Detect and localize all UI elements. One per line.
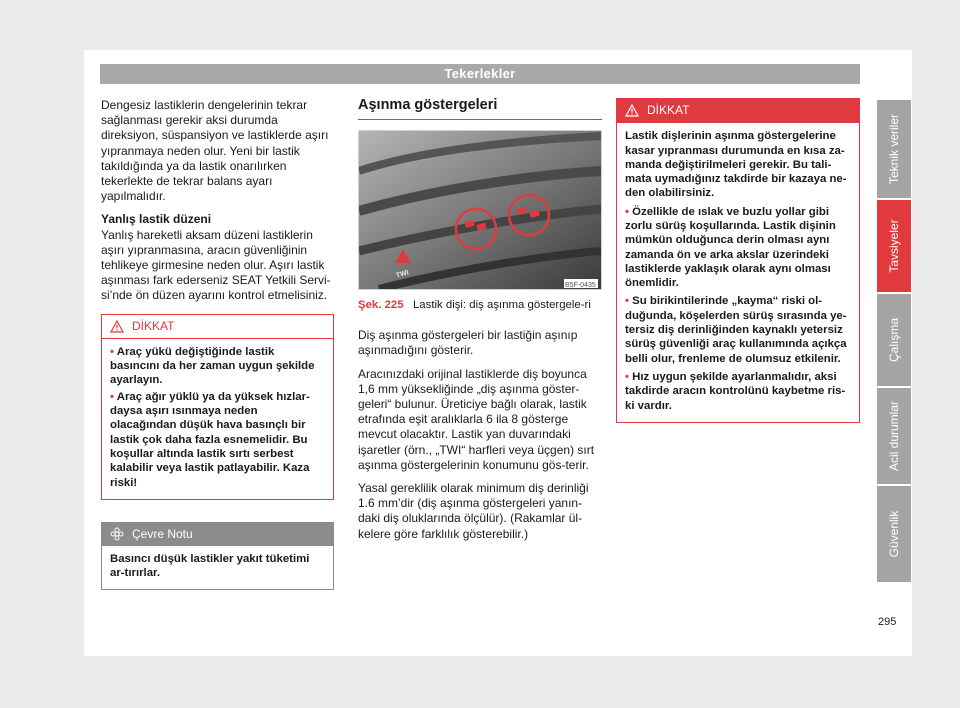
figure-caption-text: Lastik dişi: diş aşınma göstergele-ri — [412, 299, 591, 312]
body-paragraph: Yanlış hareketli aksam düzeni lastiklerin aşırı yıpranmasına, aracın güvenliğinin tehlikeye girmesine neden olur. Aşırı lastik aşınması fark ederseniz SEAT Yetkili Servi-si’nde ön düzen ayarını kontrol etmelisiniz. — [101, 227, 331, 303]
warning-header — [617, 99, 859, 123]
paragraph-2: Aracınızdaki orijinal lastiklerde diş boyunca 1,6 mm yüksekliğinde „diş aşınma göster-geleri“ bulunur. Üreticiye bağlı olarak, lastik etrafında eşit aralıklarla 6 ila 8 gösterge mevcut olacaktır. Lastik yan duvarındaki işaretler (örn., „TWI“ harfleri veya üçgen) sırt aşınma göstergelerinin konumunu gös-terir. — [358, 366, 595, 472]
warning-item: • Araç ağır yüklü ya da yüksek hızlar-daysa aşırı ısınmaya neden olacağından düşük hava basınçlı bir lastik çok daha fazla esnemelidir. Bu koşullar altında lastik sırtı serbest kalabilir veya lastik patlayabilir. Kaza riski! — [110, 390, 310, 489]
figure-mark: TWI — [395, 269, 410, 280]
eco-note-text: Basıncı düşük lastikler yakıt tüketimi ar-tırırlar. — [110, 553, 310, 580]
page-number: 295 — [878, 616, 897, 628]
subheading: Yanlış lastik düzeni — [101, 212, 212, 227]
warning-item: • Özellikle de ıslak ve buzlu yollar gibi zorlu sürüş koşullarında. Lastik dişinin mümkün olduğunca derin olması aynı zamanda ön ve arka akslar üzerindeki lastiklerde yaklaşık olarak aynı olması önemlidir. — [625, 205, 836, 290]
figure-code: B5F-0435 — [565, 282, 596, 290]
warning-box-wear — [616, 98, 860, 423]
bullet-icon: • — [625, 295, 633, 308]
warning-triangle-icon — [625, 104, 639, 117]
tire-tread-figure — [358, 130, 602, 290]
warning-intro: Lastik dişlerinin aşınma göstergelerine kasar yıpranması durumunda en kısa za-manda değiştirilmeleri gerekir. Bu tali-mata uymadığınız takdirde bir kazaya ne-den olabilirsiniz. — [625, 130, 847, 200]
bullet-icon: • — [110, 345, 117, 358]
paragraph-3: Yasal gereklilik olarak minimum diş derinliği 1.6 mm’dir (diş aşınma göstergeleri yanın-daki diş oluklarında ölçülür). (Rakamlar ül-kelere göre farklılık gösterebilir.) — [358, 481, 589, 541]
warning-item: • Hız uygun şekilde ayarlanmalıdır, aksi takdirde aracın kontrolünü kaybetme ris-ki vardır. — [625, 370, 846, 412]
bullet-icon: • — [110, 390, 117, 403]
flower-icon — [110, 527, 124, 541]
column-right — [616, 98, 860, 423]
paragraph-1: Diş aşınma göstergeleri bir lastiğin aşınıp aşınmadığını gösterir. — [358, 328, 578, 358]
tab-teknik-veriler[interactable]: Teknik veriler — [877, 100, 911, 198]
page-header: Tekerlekler — [100, 64, 860, 84]
figure-caption — [358, 298, 602, 312]
warning-box — [101, 314, 334, 500]
column-middle — [358, 98, 602, 550]
warning-body — [617, 123, 859, 422]
eco-note-header — [102, 523, 333, 546]
eco-note-title: Çevre Notu — [132, 526, 193, 541]
column-left — [101, 98, 334, 590]
eco-note-box — [101, 522, 334, 590]
tab-guvenlik[interactable]: Güvenlik — [877, 486, 911, 582]
warning-body — [102, 339, 333, 499]
bullet-icon: • — [625, 205, 633, 218]
warning-item: • Su birikintilerinde „kayma“ riski ol-duğunda, köşelerden sürüş sırasında ye-tersiz diş derinliğinden kaynaklı yetersiz sürüş güvenliği araç kullanımında açıkça belli olur, frenleme de olumsuz etkilenir. — [625, 295, 847, 365]
figure-label: Şek. 225 — [358, 299, 404, 312]
section-title: Aşınma göstergeleri — [358, 98, 602, 120]
intro-paragraph: Dengesiz lastiklerin dengelerinin tekrar sağlanması gerekir aksi durumda direksiyon, süspansiyon ve lastiklerde aşırı yıpranmaya neden olur. Yeni bir lastik takıldığında ya da lastik onarılırken tekerlekte de tekrar balans ayarı yapılmalıdır. — [101, 98, 329, 204]
warning-header — [102, 315, 333, 339]
bullet-icon: • — [625, 370, 633, 383]
warning-title: DİKKAT — [647, 103, 690, 117]
warning-title: DİKKAT — [132, 318, 175, 333]
warning-item: • Araç yükü değiştiğinde lastik basıncını da her zaman uygun şekilde ayarlayın. — [110, 345, 315, 387]
tab-tavsiyeler[interactable]: Tavsiyeler — [877, 200, 911, 292]
tab-acil-durumlar[interactable]: Acil durumlar — [877, 388, 911, 484]
warning-triangle-icon — [110, 320, 124, 333]
tire-tread-illustration — [359, 131, 601, 289]
tab-calisma[interactable]: Çalışma — [877, 294, 911, 386]
